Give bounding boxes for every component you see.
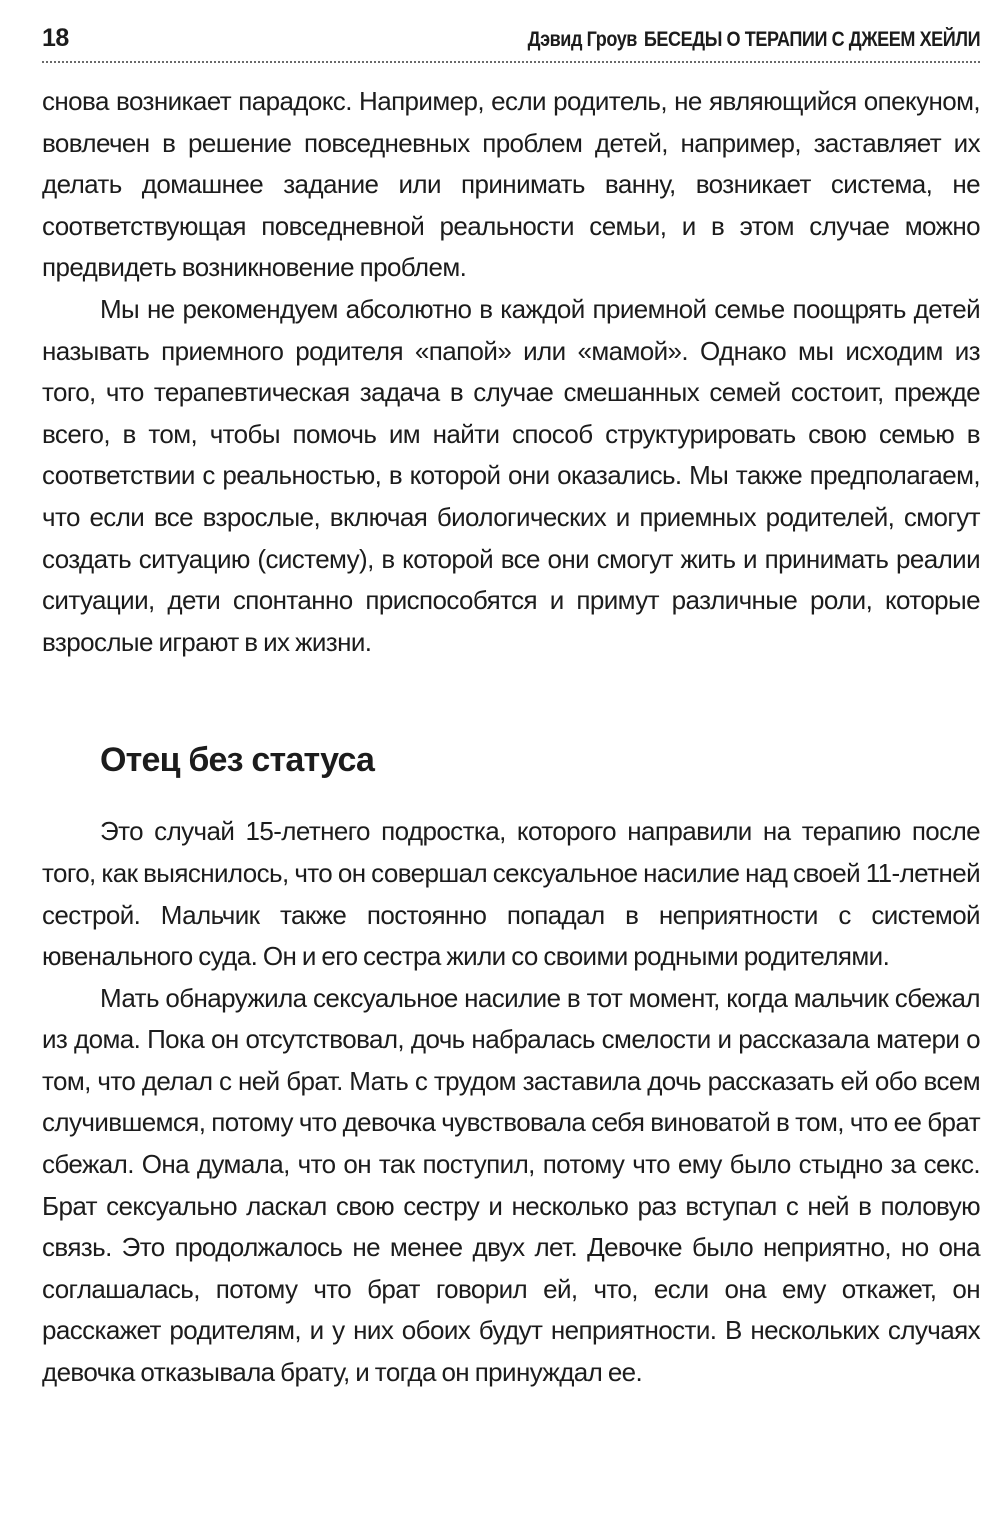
section-body — [42, 811, 980, 1393]
paragraph: Это случай 15-летнего подростка, которого направили на терапию после того, как выяснилось, что он совершал сексуальное насилие над своей 11-летней сестрой. Мальчик также постоянно попадал в неприятности с системой ювенального суда. Он и его сестра жили со своими родными родителями. — [42, 816, 980, 972]
section-heading: Отец без статуса — [100, 741, 375, 780]
header-author: Дэвид Гроув — [527, 28, 637, 51]
paragraph: Мы не рекомендуем абсолютно в каждой приемной семье поощрять детей называть приемного родителя «папой» или «мамой». Однако мы исходим из того, что терапевтическая задача в случае смешанных семей состоит, прежде всего, в том, чтобы помочь им найти способ структурировать свою семью в соответствии с реальностью, в которой они оказались. Мы также предполагаем, что если все взрослые, включая биологических и приемных родителей, смогут создать ситуацию (систему), в которой все они смогут жить и принимать реалии ситуации, дети спонтанно приспособятся и примут различные роли, которые взрослые играют в их жизни. — [42, 293, 980, 657]
page-number: 18 — [42, 24, 69, 52]
header-divider — [42, 61, 980, 63]
paragraph-continued: снова возникает парадокс. Например, если родитель, не являющийся опекуном, вовлечен в решение повседневных проблем детей, например, заставляет их делать домашнее задание или принимать ванну, возникает система, не соответствующая повседневной реальности семьи, и в этом случае можно предвидеть возникновение проблем. — [42, 86, 980, 283]
book-page — [42, 24, 980, 1394]
running-head — [42, 24, 980, 58]
running-title — [528, 28, 980, 52]
paragraph: Мать обнаружила сексуальное насилие в тот момент, когда мальчик сбежал из дома. Пока он отсутствовал, дочь набралась смелости и рассказала матери о том, что делал с ней брат. Мать с трудом заставила дочь рассказать ей обо всем случившемся, потому что девочка чувствовала себя виноватой в том, что ее брат сбежал. Она думала, что он так поступил, потому что ему было стыдно за секс. Брат сексуально ласкал свою сестру и несколько раз вступал с ней в половую связь. Это продолжалось не менее двух лет. Девочке было неприятно, но она соглашалась, потому что брат говорил ей, что, если она ему откажет, он расскажет родителям, и у них обоих будут неприятности. В нескольких случаях девочка отказывала брату, и тогда он принуждал ее. — [42, 982, 980, 1388]
header-book-title: БЕСЕДЫ О ТЕРАПИИ С ДЖЕЕМ ХЕЙЛИ — [643, 28, 980, 51]
body-text — [42, 81, 980, 663]
